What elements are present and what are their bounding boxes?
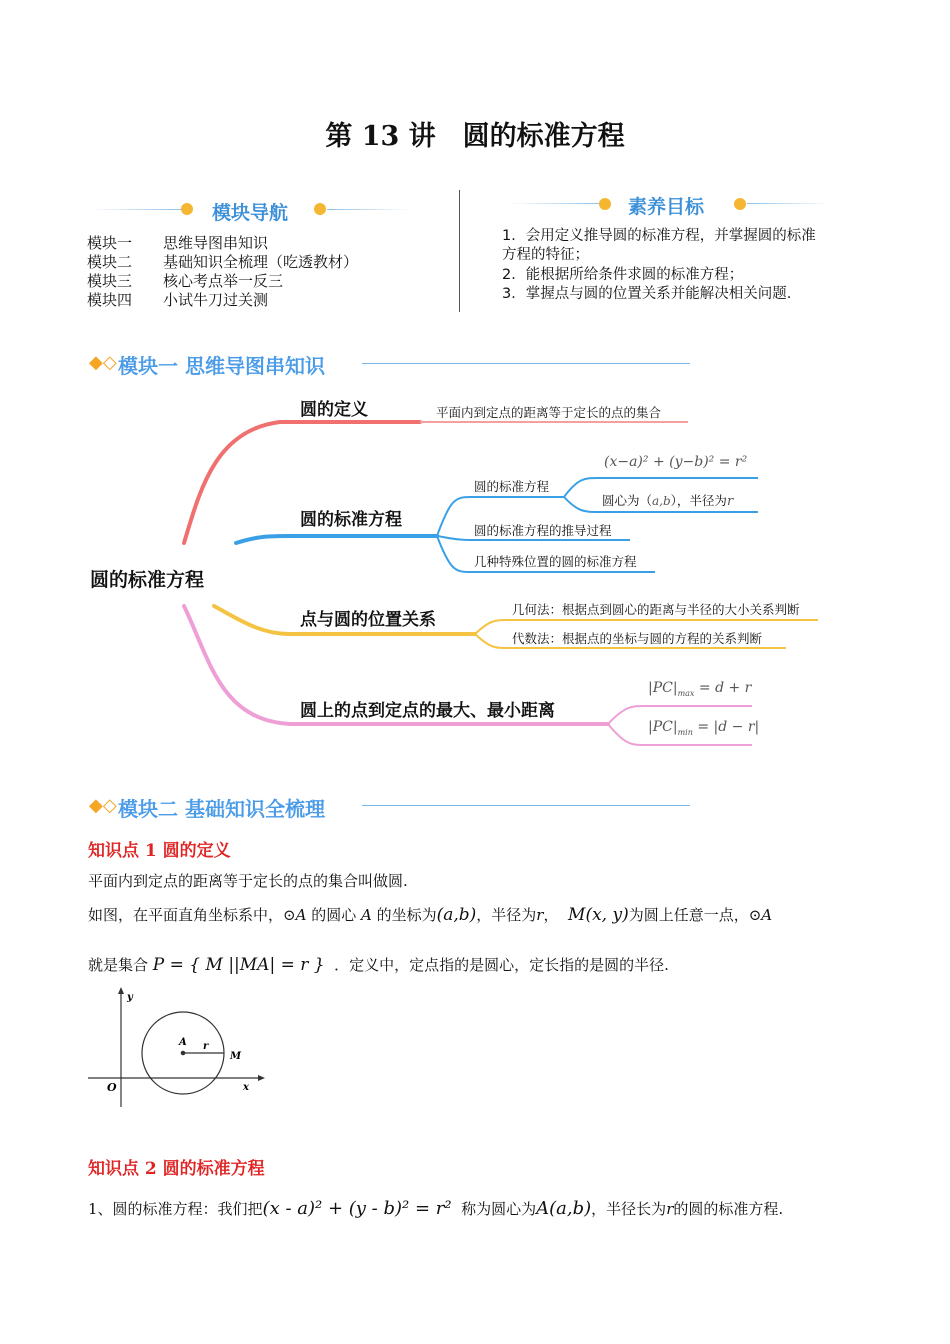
module2-line — [362, 805, 690, 806]
min-rhs: = |d − r| — [697, 719, 760, 735]
nav-row-key: 模块四 — [87, 291, 133, 309]
mindmap-distance-min — [648, 719, 759, 737]
center-prefix: 圆心为（ — [602, 493, 653, 508]
mindmap-standard-sub1: 圆的标准方程 — [474, 479, 550, 494]
mindmap-standard-center — [602, 491, 733, 509]
math-r: r — [666, 1200, 674, 1218]
math-ab: (a,b) — [436, 905, 477, 925]
nav-row-key: 模块三 — [87, 272, 133, 290]
y-arrow — [118, 987, 124, 994]
nav-heading: 模块导航 — [212, 202, 289, 224]
mindmap-standard-sub3: 几种特殊位置的圆的标准方程 — [474, 554, 637, 569]
label-M: M — [230, 1051, 242, 1062]
nav-row-value: 核心考点举一反三 — [163, 272, 284, 290]
nav-row-key: 模块二 — [87, 253, 133, 271]
goal-line-4: 3．掌握点与圆的位置关系并能解决相关问题. — [502, 286, 792, 302]
math-A: A — [360, 906, 372, 924]
goals-heading: 素养目标 — [628, 196, 705, 218]
math-r: r — [536, 906, 544, 924]
module2-heading: 模块二 基础知识全梳理 — [118, 797, 325, 821]
math-A: A — [295, 906, 307, 924]
page-title: 第 13 讲 圆的标准方程 — [325, 121, 625, 152]
kp1-title: 知识点 1 圆的定义 — [88, 841, 231, 861]
max-pc: |PC| — [648, 680, 678, 696]
max-rhs: = d + r — [698, 680, 752, 696]
kp1-paragraph-2 — [88, 904, 772, 925]
math-set: P = { M ||MA| = r } — [152, 955, 325, 975]
x-arrow — [258, 1075, 265, 1081]
center-mid: ），半径为 — [670, 493, 727, 508]
text: 1、圆的标准方程：我们把 — [88, 1200, 263, 1218]
text: 就是集合 — [88, 956, 149, 974]
goal-line-2: 方程的特征； — [502, 247, 589, 263]
text: ，半径长为 — [591, 1200, 667, 1218]
mindmap-position-alg: 代数法：根据点的坐标与圆的方程的关系判断 — [512, 631, 763, 646]
text: 的坐标为 — [371, 906, 437, 924]
mindmap-node-distance: 圆上的点到定点的最大、最小距离 — [300, 701, 555, 721]
goal-line-1: 1．会用定义推导圆的标准方程，并掌握圆的标准 — [502, 228, 816, 244]
nav-row-key: 模块一 — [87, 234, 133, 252]
goal-line-3: 2．能根据所给条件求圆的标准方程； — [502, 267, 744, 283]
nav-row-value: 基础知识全梳理（吃透教材） — [163, 253, 359, 271]
math-center: A(a,b) — [536, 1198, 592, 1219]
text: ．定义中，定点指的是圆心，定长指的是圆的半径. — [334, 956, 669, 974]
label-r: r — [203, 1041, 209, 1052]
mindmap-standard-sub2: 圆的标准方程的推导过程 — [474, 523, 612, 538]
mindmap-standard-equation: (x−a)² + (y−b)² = r² — [604, 454, 748, 470]
mindmap-definition-desc: 平面内到定点的距离等于定长的点的集合 — [436, 405, 662, 420]
nav-row-value: 小试牛刀过关测 — [163, 291, 269, 309]
mindmap-node-position: 点与圆的位置关系 — [300, 610, 436, 630]
nav-row-value: 思维导图串知识 — [163, 234, 269, 252]
module1-heading: 模块一 思维导图串知识 — [118, 354, 325, 378]
center-ab: a,b — [652, 494, 671, 508]
mindmap-node-standard: 圆的标准方程 — [300, 510, 402, 530]
min-pc: |PC| — [648, 719, 678, 735]
branch-standard — [236, 536, 437, 543]
math-equation: (x - a)² + (y - b)² = r² — [262, 1198, 452, 1219]
label-o: O — [107, 1081, 117, 1094]
mindmap-root: 圆的标准方程 — [90, 569, 205, 591]
text: 的圆心 — [306, 906, 361, 924]
label-x: x — [243, 1082, 249, 1093]
text: ， — [543, 906, 559, 924]
module1-diamond-icon: ◆◇ — [89, 352, 117, 373]
max-sub: max — [677, 688, 695, 698]
kp2-title: 知识点 2 圆的标准方程 — [88, 1159, 265, 1179]
center-r: r — [726, 494, 734, 509]
kp2-paragraph-1 — [88, 1198, 783, 1219]
kp1-paragraph-1: 平面内到定点的距离等于定长的点的集合叫做圆. — [88, 872, 408, 890]
text: 如图，在平面直角坐标系中，⊙ — [88, 906, 296, 924]
mindmap-node-definition: 圆的定义 — [300, 400, 368, 420]
label-y: y — [127, 992, 133, 1003]
text: 称为圆心为 — [461, 1200, 537, 1218]
math-M: M(x, y) — [568, 905, 629, 925]
min-sub: min — [677, 727, 693, 737]
module2-diamond-icon: ◆◇ — [89, 795, 117, 816]
mindmap-position-geo: 几何法：根据点到圆心的距离与半径的大小关系判断 — [512, 602, 800, 617]
mindmap-distance-max — [648, 680, 751, 698]
text: 的圆的标准方程. — [673, 1200, 784, 1218]
math-A: A — [761, 906, 773, 924]
circle-figure — [86, 985, 266, 1115]
label-A: A — [179, 1037, 187, 1048]
kp1-paragraph-3 — [88, 954, 669, 975]
text: ，半径为 — [476, 906, 537, 924]
text: 为圆上任意一点，⊙ — [628, 906, 762, 924]
